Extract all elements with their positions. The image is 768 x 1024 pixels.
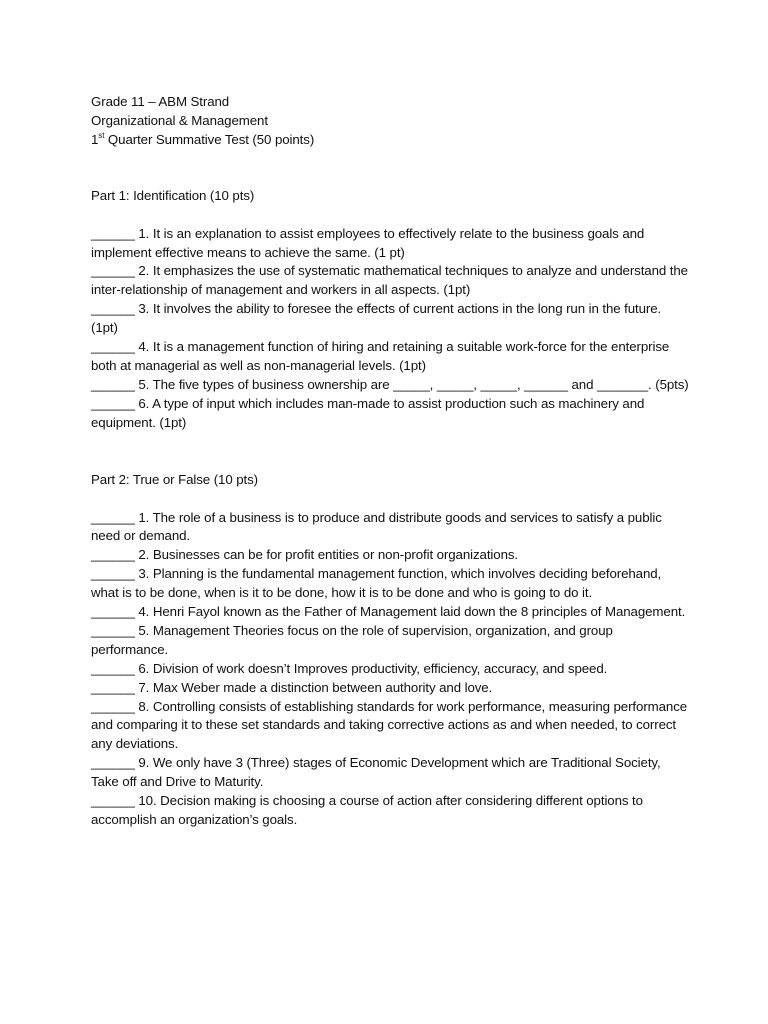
header-grade: Grade 11 – ABM Strand xyxy=(91,94,230,109)
header-test-number: 1 xyxy=(91,131,99,147)
part1-item-6: ______ 6. A type of input which includes man-made to assist production such as machinery and equipment. (1pt) xyxy=(91,395,645,430)
part2-item-3: ______ 3. Planning is the fundamental management function, which involves deciding beforehand, what is to be done, when is it to be done, how it is to be done and who is going to do it. xyxy=(91,566,662,601)
header-test-rest: Quarter Summative Test (50 points) xyxy=(104,131,315,147)
part2-item-10: ______ 10. Decision making is choosing a course of action after considering different options to accomplish an organization’s goals. xyxy=(91,793,643,827)
header-test-ordinal: st xyxy=(98,130,105,140)
part2-item-7: ______ 7. Max Weber made a distinction between authority and love. xyxy=(91,679,493,695)
part1-items xyxy=(91,225,691,433)
part1-title: Part 1: Identification (10 pts) xyxy=(91,187,255,203)
header-subject: Organizational & Management xyxy=(91,112,268,128)
part2-item-2: ______ 2. Businesses can be for profit entities or non-profit organizations. xyxy=(91,547,519,563)
part1-item-2: ______ 2. It emphasizes the use of systematic mathematical techniques to analyze and understand the inter-relationship of management and workers in all aspects. (1pt) xyxy=(91,263,688,298)
part2-item-8: ______ 8. Controlling consists of establishing standards for work performance, measuring performance and comparing it to these set standards and taking corrective actions as and when needed, to correct any deviations. xyxy=(91,698,688,752)
part1-item-5: ______ 5. The five types of business ownership are _____, _____, _____, ______ and _______. (5pts) xyxy=(91,376,689,392)
part2-item-5: ______ 5. Management Theories focus on the role of supervision, organization, and group performance. xyxy=(91,622,613,657)
part2-item-6: ______ 6. Division of work doesn’t Improves productivity, efficiency, accuracy, and speed. xyxy=(91,660,608,676)
part2-item-9: ______ 9. We only have 3 (Three) stages of Economic Development which are Traditional Society, Take off and Drive to Maturity. xyxy=(91,755,661,790)
part2-item-4: ______ 4. Henri Fayol known as the Father of Management laid down the 8 principles of Management. xyxy=(91,604,686,620)
part1-item-1: ______ 1. It is an explanation to assist employees to effectively relate to the business goals and implement effective means to achieve the same. (1 pt) xyxy=(91,225,645,260)
part2-title: Part 2: True or False (10 pts) xyxy=(91,471,258,487)
header-test-title xyxy=(91,131,691,150)
part1-item-3: ______ 3. It involves the ability to foresee the effects of current actions in the long run in the future. (1pt) xyxy=(91,301,662,336)
part2-item-1: ______ 1. The role of a business is to produce and distribute goods and services to satisfy a public need or demand. xyxy=(91,509,662,544)
document-page xyxy=(91,93,691,830)
part2-items xyxy=(91,509,691,830)
part1-item-4: ______ 4. It is a management function of hiring and retaining a suitable work-force for the enterprise both at managerial as well as non-managerial levels. (1pt) xyxy=(91,339,670,373)
